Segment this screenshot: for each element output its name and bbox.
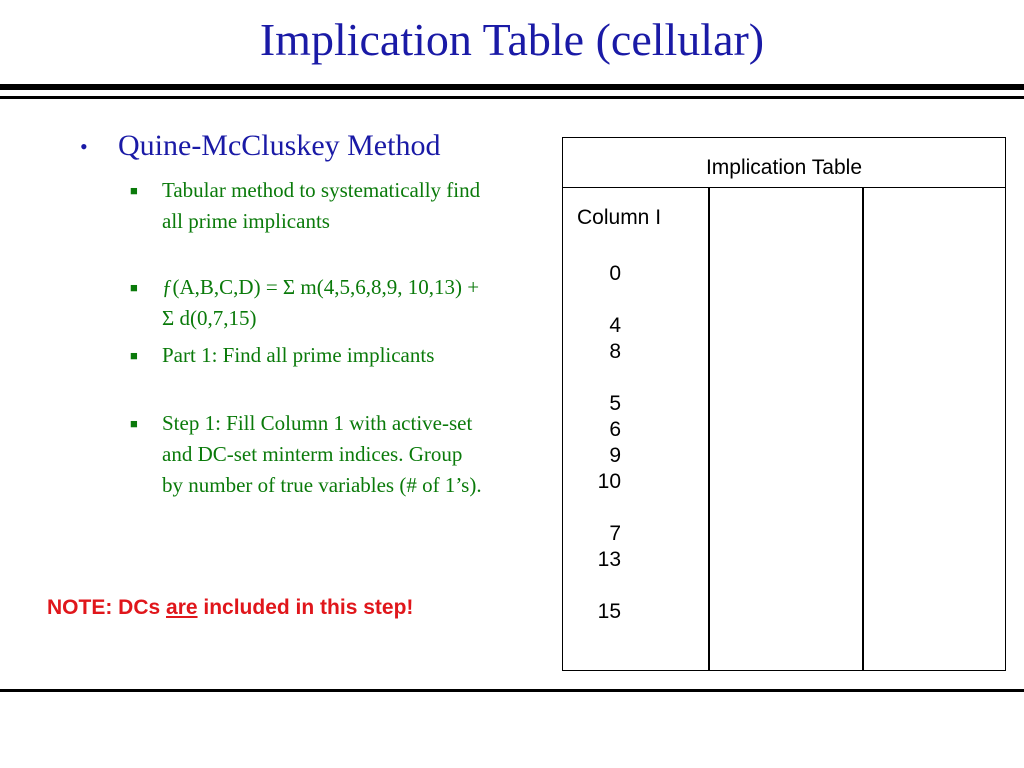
square-bullet-icon: ■ [130,280,138,295]
implication-table [562,137,1006,671]
main-bullet-text: Quine-McCluskey Method [118,129,441,162]
column-divider-1 [708,188,710,670]
minterm-index: 5 [609,392,621,415]
note-prefix: NOTE: DCs [47,596,167,619]
minterm-index: 7 [609,522,621,545]
minterm-index: 6 [609,418,621,441]
sub-bullet-text: ƒ(A,B,C,D) = Σ m(4,5,6,8,9, 10,13) + Σ d(0,7,15) [162,275,480,330]
column-divider-2 [862,188,864,670]
square-bullet-icon: ■ [130,416,138,431]
footer-rule [0,689,1024,692]
title-rule-thick [0,84,1024,90]
minterm-index: 0 [609,262,621,285]
column1-header: Column I [577,206,662,229]
square-bullet-icon: ■ [130,183,138,198]
note-suffix: included in this step! [197,596,414,619]
minterm-index: 9 [609,444,621,467]
minterm-index: 4 [609,314,621,337]
implication-table-header: Implication Table [563,138,1005,188]
minterm-index: 8 [609,340,621,363]
minterm-index: 13 [597,548,621,571]
slide-title: Implication Table (cellular) [259,14,765,65]
title-rule-thin [0,96,1024,99]
square-bullet-icon: ■ [130,348,138,363]
sub-bullet-text: Part 1: Find all prime implicants [162,343,435,367]
sub-bullet-text: Step 1: Fill Column 1 with active-set and DC-set minterm indices. Group by number of true variables (# of 1’s). [162,411,482,497]
sub-bullet-text: Tabular method to systematically find all prime implicants [162,178,481,233]
minterm-index: 15 [597,600,621,623]
note-text [47,596,413,620]
bullet-dot-icon: • [80,134,88,159]
note-emphasis: are [166,596,198,619]
minterm-index: 10 [597,470,621,493]
